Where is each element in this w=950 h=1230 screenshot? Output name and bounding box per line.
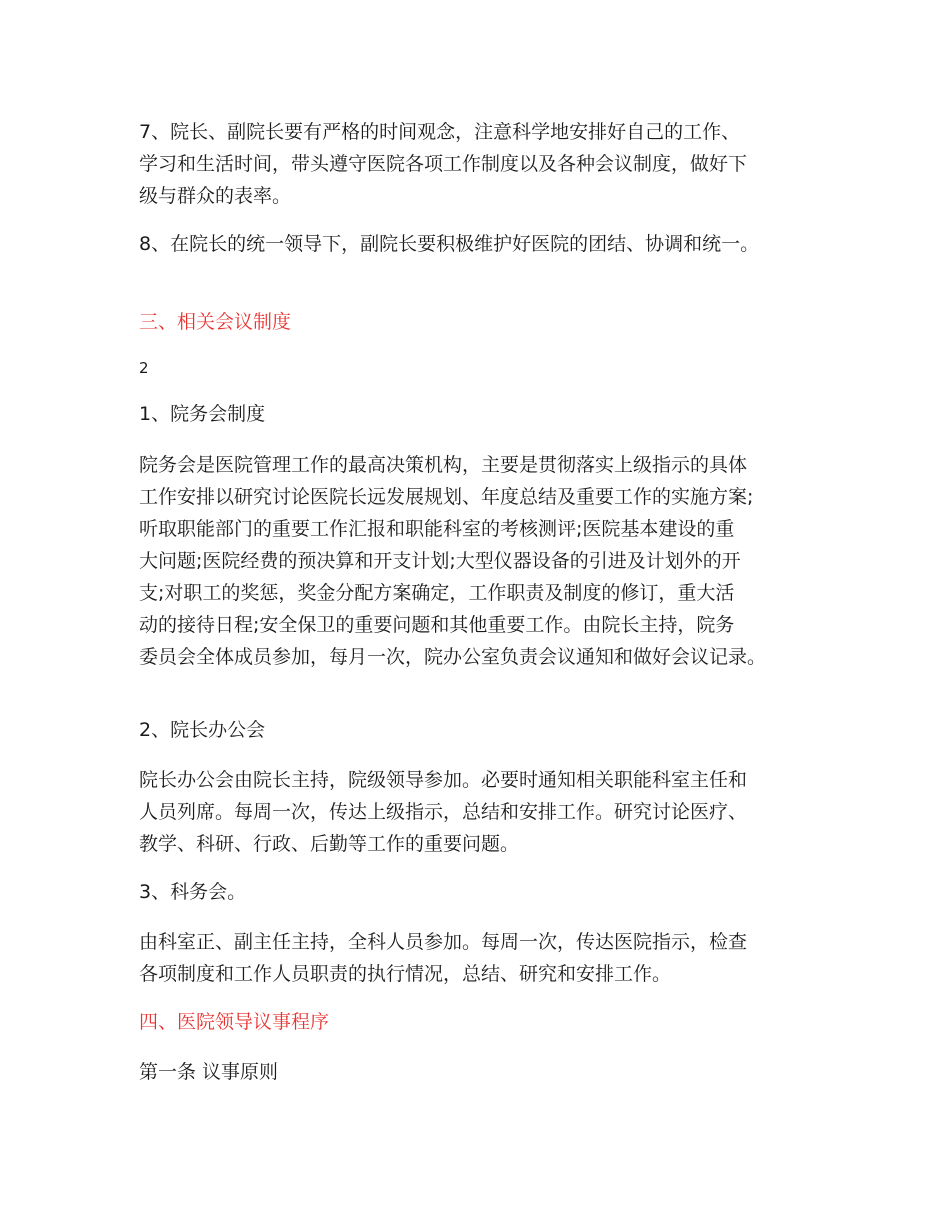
page-number-text: 2 [139, 359, 149, 377]
article-1-title [139, 1056, 829, 1088]
item-2-body [139, 764, 829, 860]
item-1-title [139, 398, 829, 430]
item-title-text: 2、院长办公会 [139, 719, 266, 741]
text-line: 学习和生活时间，带头遵守医院各项工作制度以及各种会议制度，做好下 [139, 153, 748, 175]
page-number [139, 358, 829, 378]
text-line: 委员会全体成员参加，每月一次，院办公室负责会议通知和做好会议记录。 [139, 646, 767, 668]
text-line: 各项制度和工作人员职责的执行情况，总结、研究和安排工作。 [139, 963, 672, 985]
item-title-text: 1、院务会制度 [139, 403, 266, 425]
text-line: 级与群众的表率。 [139, 185, 292, 207]
text-line: 人员列席。每周一次，传达上级指示，总结和安排工作。研究讨论医疗、 [139, 801, 748, 823]
text-line: 8、在院长的统一领导下，副院长要积极维护好医院的团结、协调和统一。 [139, 233, 760, 255]
item-1-body [139, 449, 829, 673]
paragraph-7 [139, 116, 829, 212]
text-line: 由科室正、副主任主持，全科人员参加。每周一次，传达医院指示，检查 [139, 931, 748, 953]
text-line: 院务会是医院管理工作的最高决策机构，主要是贯彻落实上级指示的具体 [139, 454, 748, 476]
text-line: 动的接待日程;安全保卫的重要问题和其他重要工作。由院长主持，院务 [139, 614, 735, 636]
item-3-title [139, 876, 829, 908]
heading-text: 三、相关会议制度 [139, 311, 292, 333]
section-heading-3 [139, 306, 829, 338]
section-heading-4 [139, 1006, 829, 1038]
item-title-text: 3、科务会。 [139, 881, 247, 903]
text-line: 7、院长、副院长要有严格的时间观念，注意科学地安排好自己的工作、 [139, 121, 741, 143]
text-line: 院长办公会由院长主持，院级领导参加。必要时通知相关职能科室主任和 [139, 769, 748, 791]
text-line: 工作安排以研究讨论医院长远发展规划、年度总结及重要工作的实施方案; [139, 486, 754, 508]
heading-text: 四、医院领导议事程序 [139, 1011, 330, 1033]
article-title-text: 第一条 议事原则 [139, 1061, 279, 1083]
paragraph-8 [139, 228, 829, 260]
text-line: 教学、科研、行政、后勤等工作的重要问题。 [139, 833, 520, 855]
text-line: 大问题;医院经费的预决算和开支计划;大型仪器设备的引进及计划外的开 [139, 550, 741, 572]
item-3-body [139, 926, 829, 990]
item-2-title [139, 714, 829, 746]
text-line: 听取职能部门的重要工作汇报和职能科室的考核测评;医院基本建设的重 [139, 518, 735, 540]
text-line: 支;对职工的奖惩，奖金分配方案确定，工作职责及制度的修订，重大活 [139, 582, 735, 604]
